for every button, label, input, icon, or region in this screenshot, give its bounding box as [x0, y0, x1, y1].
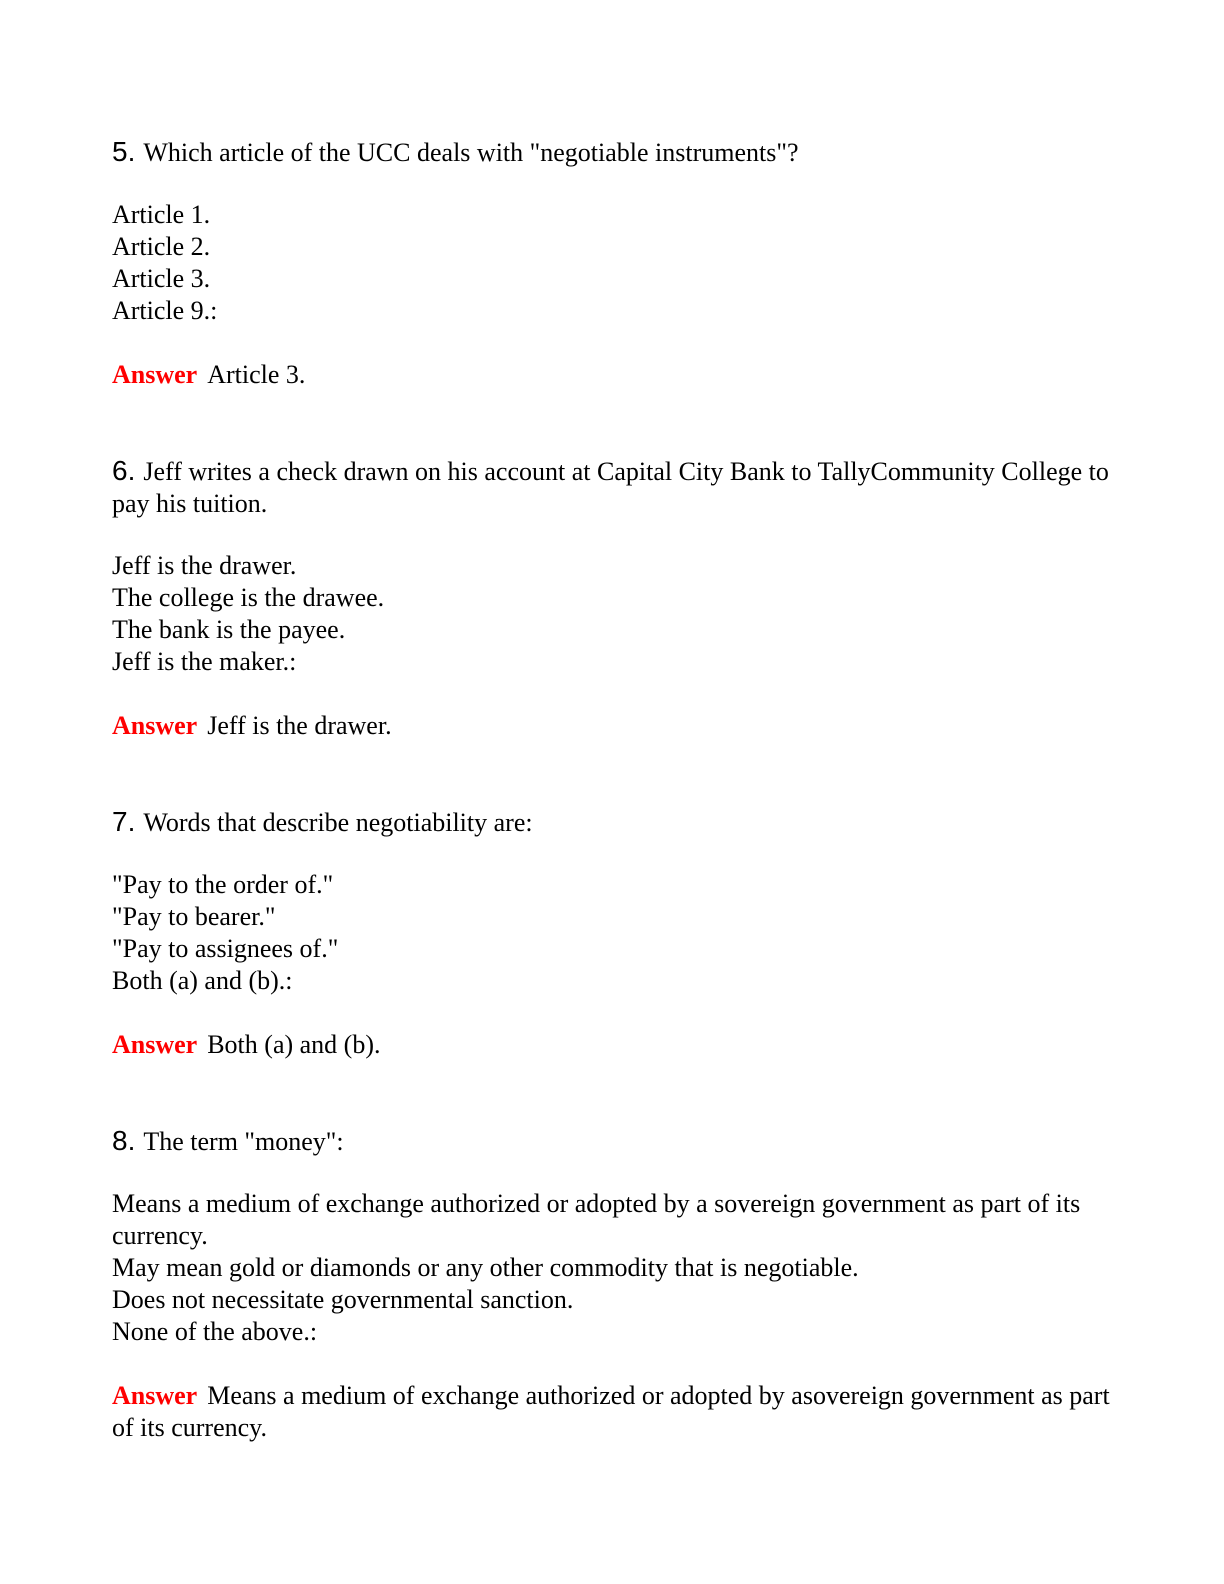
option-list: [112, 869, 1112, 997]
option-list: [112, 199, 1112, 327]
option-d: None of the above.:: [112, 1317, 318, 1346]
answer-text: Means a medium of exchange authorized or adopted by asovereign government as part of its currency.: [112, 1381, 1110, 1442]
question-number: 6.: [112, 455, 136, 486]
question-5: [112, 136, 1112, 391]
option-a: Article 1.: [112, 200, 211, 229]
answer-line: [112, 359, 1112, 391]
question-prompt: [112, 1125, 1112, 1158]
question-text: The term "money":: [143, 1127, 344, 1156]
answer-line: [112, 1380, 1112, 1444]
option-a: Means a medium of exchange authorized or adopted by a sovereign government as part of its currency.: [112, 1189, 1081, 1250]
option-d: Both (a) and (b).:: [112, 966, 293, 995]
question-number: 7.: [112, 806, 136, 837]
question-number: 5.: [112, 136, 136, 167]
question-prompt: [112, 806, 1112, 839]
option-list: [112, 550, 1112, 678]
question-text: Which article of the UCC deals with "negotiable instruments"?: [143, 138, 799, 167]
option-b: Article 2.: [112, 232, 211, 261]
option-c: Does not necessitate governmental sanction.: [112, 1285, 574, 1314]
question-8: [112, 1125, 1112, 1444]
question-7: [112, 806, 1112, 1061]
answer-label: Answer: [112, 1381, 198, 1410]
option-a: "Pay to the order of.": [112, 870, 334, 899]
option-c: The bank is the payee.: [112, 615, 346, 644]
question-6: [112, 455, 1112, 742]
option-b: May mean gold or diamonds or any other commodity that is negotiable.: [112, 1253, 859, 1282]
answer-line: [112, 1029, 1112, 1061]
answer-label: Answer: [112, 360, 198, 389]
document-page: [112, 136, 1112, 1444]
question-text: Jeff writes a check drawn on his account at Capital City Bank to TallyCommunity College to pay his tuition.: [112, 457, 1109, 518]
option-c: "Pay to assignees of.": [112, 934, 339, 963]
question-prompt: [112, 455, 1112, 520]
option-b: "Pay to bearer.": [112, 902, 276, 931]
answer-label: Answer: [112, 1030, 198, 1059]
question-text: Words that describe negotiability are:: [143, 808, 533, 837]
answer-line: [112, 710, 1112, 742]
option-c: Article 3.: [112, 264, 211, 293]
option-d: Jeff is the maker.:: [112, 647, 297, 676]
question-number: 8.: [112, 1125, 136, 1156]
option-d: Article 9.:: [112, 296, 218, 325]
answer-text: Jeff is the drawer.: [207, 711, 392, 740]
option-list: [112, 1188, 1112, 1348]
option-a: Jeff is the drawer.: [112, 551, 297, 580]
question-prompt: [112, 136, 1112, 169]
answer-label: Answer: [112, 711, 198, 740]
option-b: The college is the drawee.: [112, 583, 385, 612]
answer-text: Article 3.: [207, 360, 306, 389]
answer-text: Both (a) and (b).: [207, 1030, 381, 1059]
